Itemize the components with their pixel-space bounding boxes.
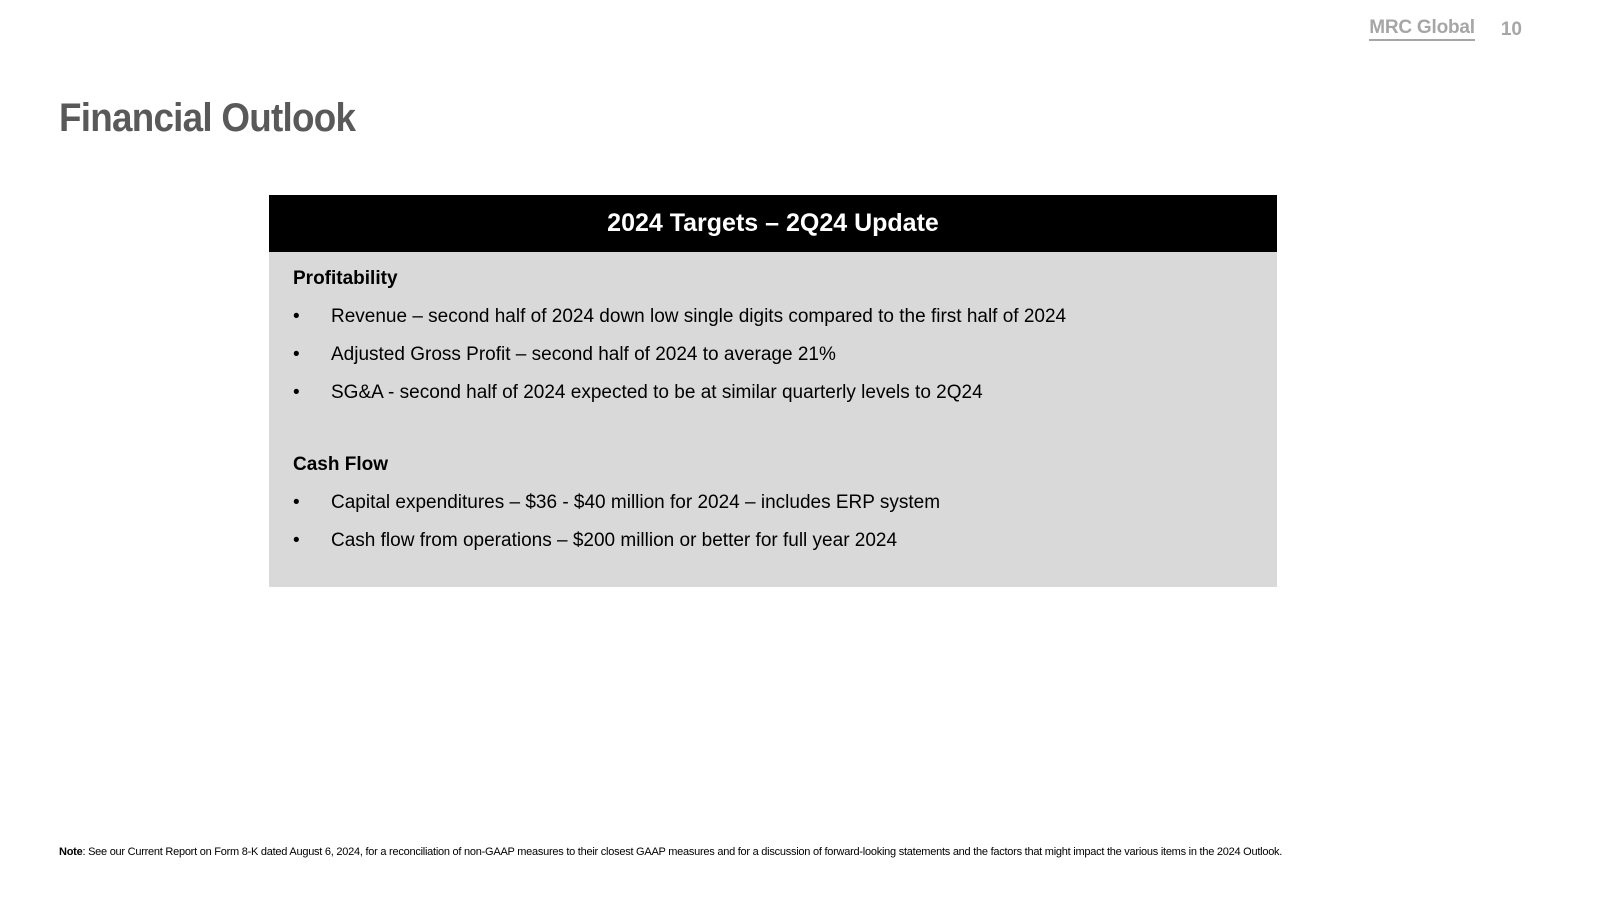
list-item-text: Capital expenditures – $36 - $40 million for 2024 – includes ERP system [331,492,941,513]
footnote [59,846,1282,858]
cash-flow-list [293,484,1253,560]
page-title: Financial Outlook [59,96,356,140]
footnote-text: : See our Current Report on Form 8-K dated August 6, 2024, for a reconciliation of non-GAAP measures to their closest GAAP measures and for a discussion of forward-looking statements and the factors that might impact the various items in the 2024 Outlook. [82,846,1283,858]
footnote-label: Note [59,846,83,858]
list-item-text: Revenue – second half of 2024 down low single digits compared to the first half of 2024 [331,306,1067,327]
bullet-icon: • [293,382,300,403]
list-item [293,336,1253,374]
list-item [293,298,1253,336]
list-item-text: SG&A - second half of 2024 expected to be at similar quarterly levels to 2Q24 [331,382,983,403]
targets-panel-title: 2024 Targets – 2Q24 Update [269,195,1277,252]
bullet-icon: • [293,306,300,327]
list-item-text: Adjusted Gross Profit – second half of 2024 to average 21% [331,344,836,365]
list-item-text: Cash flow from operations – $200 million or better for full year 2024 [331,530,898,551]
section-heading-cash-flow: Cash Flow [293,454,389,475]
page-number: 10 [1500,18,1522,40]
targets-panel [269,195,1277,587]
targets-panel-body [269,252,1277,560]
list-item [293,374,1253,412]
section-heading-profitability: Profitability [293,268,398,289]
bullet-icon: • [293,492,300,513]
brand-logo: MRC Global [1369,18,1475,41]
profitability-list [293,298,1253,412]
bullet-icon: • [293,530,300,551]
bullet-icon: • [293,344,300,365]
list-item [293,522,1253,560]
header-brand [1369,18,1522,41]
list-item [293,484,1253,522]
